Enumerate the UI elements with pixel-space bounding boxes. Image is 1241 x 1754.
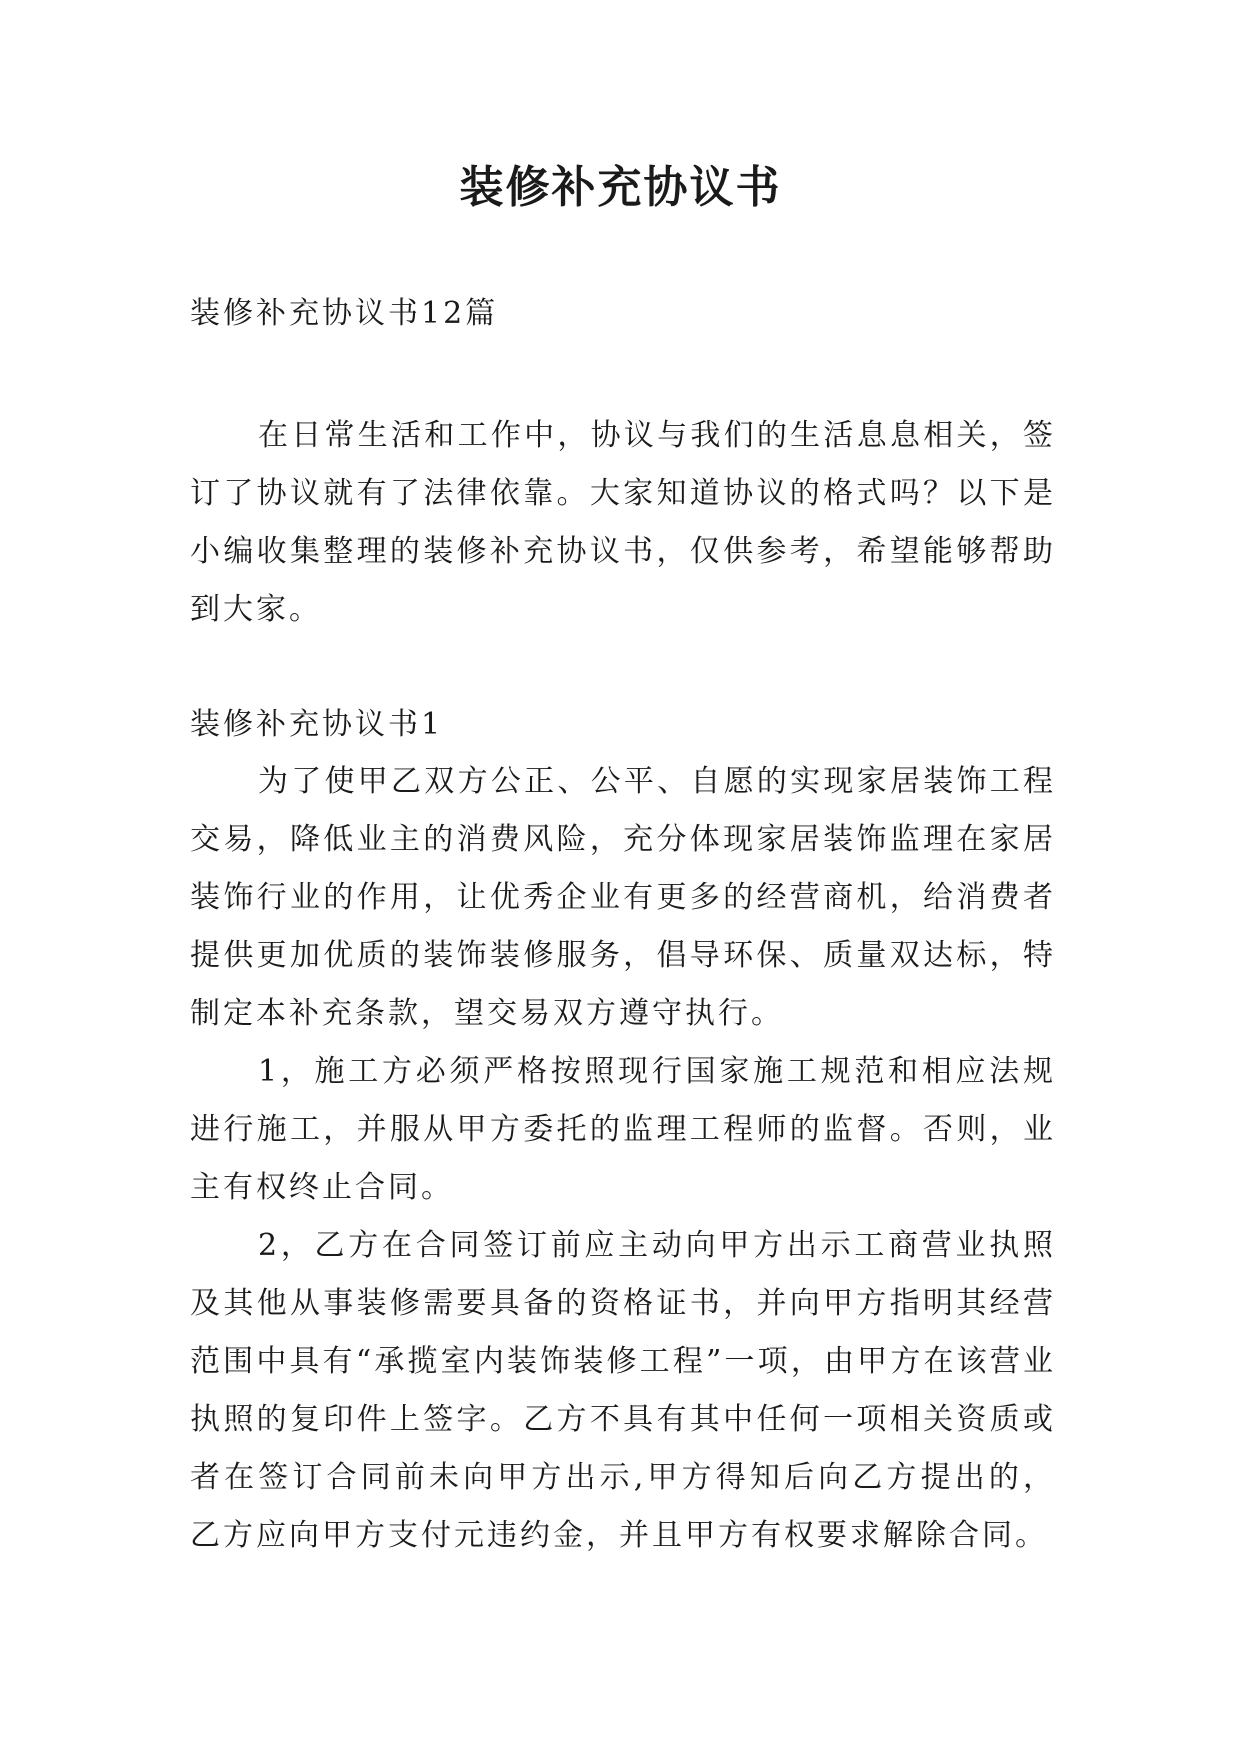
clause-paragraph-2: 2，乙方在合同签订前应主动向甲方出示工商营业执照及其他从事装修需要具备的资格证书，并向甲方指明其经营范围中具有“承揽室内装饰装修工程”一项，由甲方在该营业执照的复印件上签字。乙方不具有其中任何一项相关资质或者在签订合同前未向甲方出示,甲方得知后向乙方提出的，乙方应向甲方支付元违约金，并且甲方有权要求解除合同。 (190, 1228, 1056, 1553)
intro-paragraph: 在日常生活和工作中，协议与我们的生活息息相关，签订了协议就有了法律依靠。大家知道协议的格式吗？以下是小编收集整理的装修补充协议书，仅供参考，希望能够帮助到大家。 (190, 418, 1056, 627)
document-subtitle: 装修补充协议书12篇 (190, 296, 499, 331)
clause-paragraph-1: 1，施工方必须严格按照现行国家施工规范和相应法规进行施工，并服从甲方委托的监理工程师的监督。否则，业主有权终止合同。 (190, 1054, 1056, 1205)
section-body (190, 753, 1056, 1565)
document-title: 装修补充协议书 (459, 162, 782, 213)
body-paragraph: 为了使甲乙双方公正、公平、自愿的实现家居装饰工程交易，降低业主的消费风险，充分体现家居装饰监理在家居装饰行业的作用，让优秀企业有更多的经营商机，给消费者提供更加优质的装饰装修服务，倡导环保、质量双达标，特制定本补充条款，望交易双方遵守执行。 (190, 764, 1056, 1031)
section-heading: 装修补充协议书1 (190, 707, 444, 742)
